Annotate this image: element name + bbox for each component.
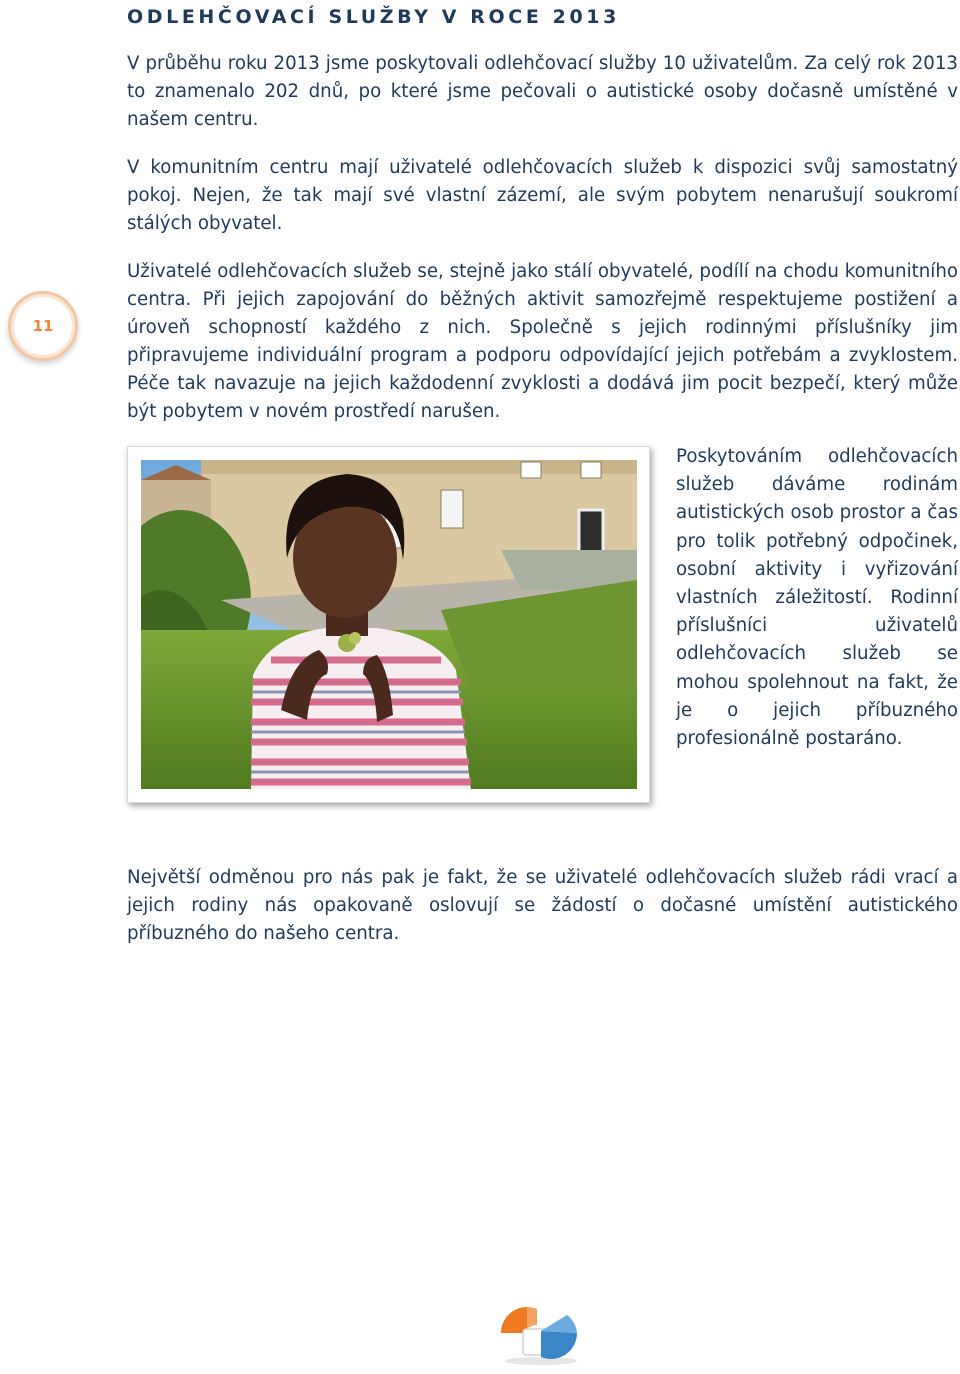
page-number-badge	[8, 291, 78, 361]
photo-girl-holding-plant	[141, 460, 637, 789]
paragraph-reward: Největší odměnou pro nás pak je fakt, že se uživatelé odlehčovacích služeb rádi vrací a jejich rodiny nás opakovaně oslovují se žádostí o dočasné umístění autistického příbuzného do našeho centra.	[127, 867, 958, 944]
page-number: 11	[32, 317, 54, 335]
paragraph-intro: V průběhu roku 2013 jsme poskytovali odlehčovací služby 10 uživatelům. Za celý rok 2013 to znamenalo 202 dnů, po které jsme pečovali o autistické osoby dočasně umístěné v našem centru.	[127, 53, 958, 130]
section-heading: ODLEHČOVACÍ SLUŽBY V ROCE 2013	[127, 6, 620, 28]
paragraph-participation: Uživatelé odlehčovacích služeb se, stejně jako stálí obyvatelé, podílí na chodu komunitního centra. Při jejich zapojování do běžných aktivit samozřejmě respektujeme postižení a úroveň schopností každého z nich. Společně s jejich rodinnými příslušníky jim připravujeme individuální program a podporu odpovídající jejich potřebám a zvyklostem. Péče tak navazuje na jejich každodenní zvyklosti a dodává jim pocit bezpečí, který může být pobytem v novém prostředí narušen.	[127, 261, 958, 422]
organization-logo	[497, 1303, 585, 1367]
photo-frame	[127, 446, 650, 803]
paragraph-private-room: V komunitním centru mají uživatelé odlehčovacích služeb k dispozici svůj samostatný pokoj. Nejen, že tak mají své vlastní zázemí, ale svým pobytem nenarušují soukromí stálých obyvatel.	[127, 157, 958, 234]
paragraph-family-relief: Poskytováním odlehčovacích služeb dáváme rodinám autistických osob prostor a čas pro tolik potřebný odpočinek, osobní aktivity i vyřizování vlastních záležitostí. Rodinní příslušníci uživatelů odlehčovacích služeb se mohou spolehnout na fakt, že je o jejich příbuzného profesionálně postaráno.	[676, 446, 958, 750]
